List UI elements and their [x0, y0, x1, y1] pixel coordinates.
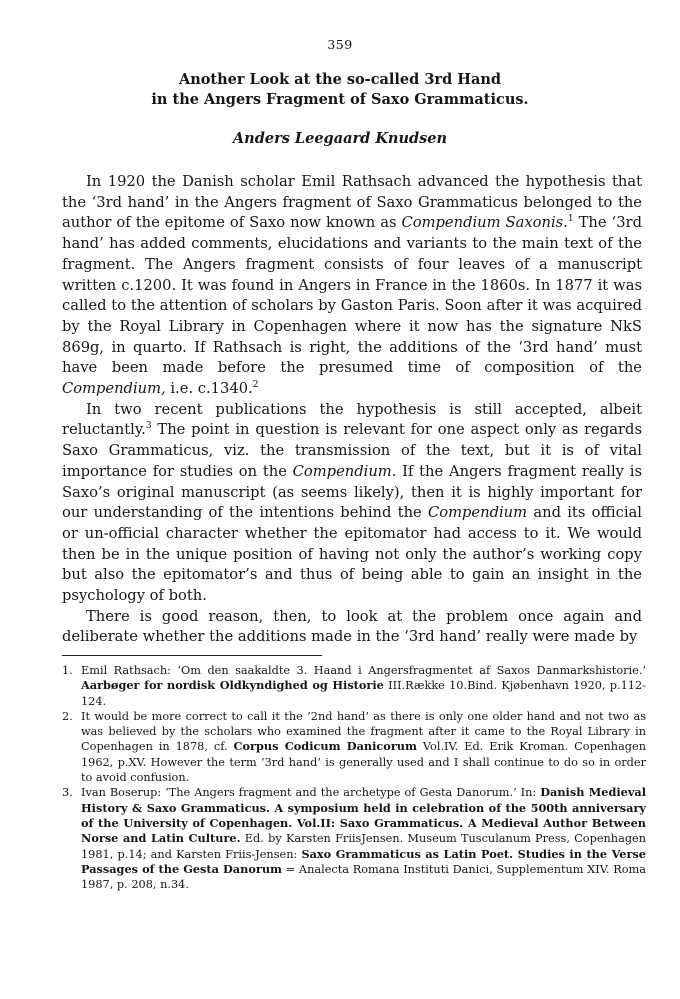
footnote-3: 3. Ivan Boserup: ‘The Angers fragment and the archetype of Gesta Danorum.’ In: Danish Medieval History & Saxo Grammaticus. A symposium held in celebration of the 500th anniversary of the University of Copenhagen. Vol.II: Saxo Grammaticus. A Medieval Author Between Norse and Latin Culture. Ed. by Karsten FriisJensen. Museum Tusculanum Press, Copenhagen 1981, p.14; and Karsten Friis-Jensen: Saxo Grammaticus as Latin Poet. Studies in the Verse Passages of the Gesta Danorum = Analecta Romana Instituti Danici, Supplementum XIV. Roma 1987, p. 208, n.34. — [62, 785, 647, 892]
footnote-divider — [62, 655, 322, 656]
footnote-1: 1. Emil Rathsach: ‘Om den saakaldte 3. Haand i Angersfragmentet af Saxos Danmarkshistorie.’ Aarbøger for nordisk Oldkyndighed og Historie III.Række 10.Bind. Kjøbenhavn 1920, p.112-124. — [62, 664, 646, 708]
footnote-number: 2. — [62, 709, 73, 723]
paragraph-1: In 1920 the Danish scholar Emil Rathsach advanced the hypothesis that the ‘3rd hand’ in the Angers fragment of Saxo Grammaticus belonged to the author of the epitome of Saxo now known as Compendium Saxonis.$^1$ The ‘3rd hand’ has added comments, elucidations and variants to the main text of the fragment. The Angers fragment consists of four leaves of a manuscript written c.1200. It was found in Angers in France in the 1860s. In 1877 it was called to the attention of scholars by Gaston Paris. Soon after it was acquired by the Royal Library in Copenhagen where it now has the signature NkS 869g, in quarto. If Rathsach is right, the additions of the ‘3rd hand’ must have been made before the presumed time of composition of the Compendium, i.e. c.1340.$^2$ — [62, 173, 642, 398]
footnote-2: 2. It would be more correct to call it the ‘2nd hand’ as there is only one older hand and not two as was believed by the scholars who examined the fragment after it came to the Royal Library in Copenhagen in 1878, cf. Corpus Codicum Danicorum Vol.IV. Ed. Erik Kroman. Copenhagen 1962, p.XV. However the term ‘3rd hand’ is generally used and I shall continue to do so in order to avoid confusion. — [62, 709, 646, 785]
footnote-number: 3. — [62, 786, 73, 800]
title-compendium: Compendium — [428, 504, 528, 522]
book-title: Saxo Grammaticus as Latin Poet. Studies in the Verse Passages of the Gesta Danorum — [81, 846, 646, 876]
title-compendium: Compendium. — [292, 462, 397, 480]
title-line-2: in the Angers Fragment of Saxo Grammaticus. — [151, 91, 529, 108]
paragraph-2: In two recent publications the hypothesis is still accepted, albeit reluctantly.$^3$ The point in question is relevant for one aspect only as regards Saxo Grammaticus, viz. the transmission of the text, but it is of vital importance for studies on the Compendium. If the Angers fragment really is Saxo’s original manuscript (as seems likely), then it is highly important for our understanding of the intentions behind the Compendium and its official or un-official character whether the epitomator had access to it. We would then be in the unique position of having not only the author’s working copy but also the epitomator’s and thus of being able to gain an insight in the psychology of both. — [62, 400, 642, 605]
title-compendium: Compendium, — [62, 380, 166, 398]
title-compendium-saxonis: Compendium Saxonis. — [401, 214, 568, 232]
book-title: Corpus Codicum Danicorum — [233, 739, 417, 754]
title-line-1: Another Look at the so-called 3rd Hand — [178, 71, 502, 88]
footnote-ref-2[interactable]: 2 — [252, 380, 259, 391]
paragraph-3: There is good reason, then, to look at the problem once again and deliberate whether the additions made in the ‘3rd hand’ really were made by — [62, 607, 642, 646]
footnote-number: 1. — [62, 664, 73, 677]
footnotes — [62, 663, 646, 892]
body-text — [62, 172, 642, 648]
book-title: Danish Medieval History & Saxo Grammaticus. A symposium held in celebration of the 500th anniversary of the University of Copenhagen. Vol.II: Saxo Grammaticus. A Medieval Author Between Norse and Latin Culture. — [81, 785, 646, 846]
footnote-ref-3[interactable]: 3 — [145, 421, 152, 432]
footnote-ref-1[interactable]: 1 — [567, 214, 574, 225]
journal-title: Aarbøger for nordisk Oldkyndighed og Historie — [81, 678, 384, 693]
author-name: Anders Leegaard Knudsen — [232, 130, 448, 147]
page-number: 359 — [327, 37, 353, 52]
article-title — [0, 70, 680, 110]
